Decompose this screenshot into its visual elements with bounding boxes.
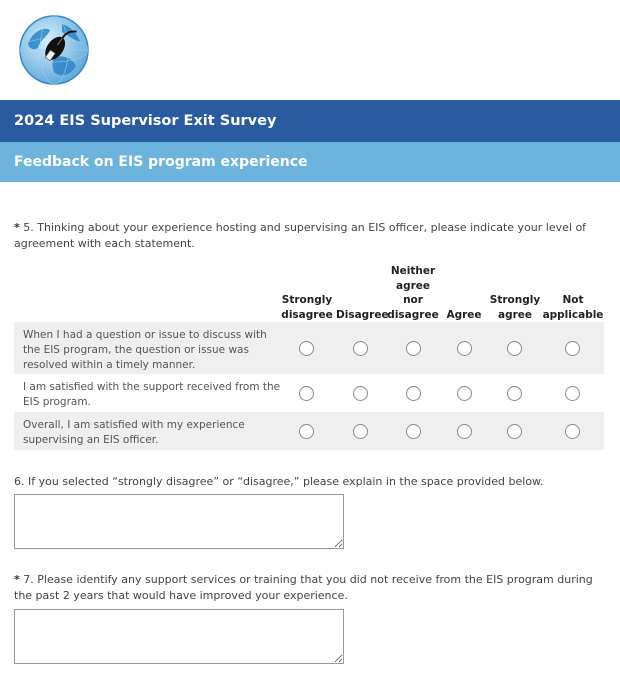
row-1-label: When I had a question or issue to discuss with the EIS program, the question or issue was resolved within a timely manner. [23,329,267,371]
radio-row1-strongly-disagree[interactable] [299,341,314,356]
matrix-row-1 [14,322,604,374]
required-mark: * [14,573,20,586]
radio-row1-disagree[interactable] [353,341,368,356]
question-6-textarea[interactable] [14,494,344,549]
radio-row1-not-applicable[interactable] [565,341,580,356]
radio-row2-strongly-disagree[interactable] [299,386,314,401]
radio-row3-agree[interactable] [457,424,472,439]
section-title: Feedback on EIS program experience [0,142,620,182]
radio-row2-not-applicable[interactable] [565,386,580,401]
row-3-label: Overall, I am satisfied with my experience supervising an EIS officer. [23,419,245,446]
required-mark: * [14,221,20,234]
row-2-label: I am satisfied with the support received from the EIS program. [23,381,281,408]
radio-row3-strongly-agree[interactable] [507,424,522,439]
radio-row2-disagree[interactable] [353,386,368,401]
column-neither: Neither agree nor disagree [387,265,439,321]
radio-row1-neither[interactable] [406,341,421,356]
radio-row2-neither[interactable] [406,386,421,401]
column-not-applicable: Not applicable [542,294,604,321]
matrix-row-2 [14,374,604,412]
radio-row2-agree[interactable] [457,386,472,401]
column-agree: Agree [446,308,482,321]
eis-logo [18,14,90,86]
matrix-column-headers [14,258,604,322]
radio-row3-strongly-disagree[interactable] [299,424,314,439]
question-5-label: 5. Thinking about your experience hosting and supervising an EIS officer, please indicate your level of agreement with each statement. [14,221,587,250]
radio-row2-strongly-agree[interactable] [507,386,522,401]
question-5-text [14,220,606,252]
radio-row3-disagree[interactable] [353,424,368,439]
column-strongly-disagree: Strongly disagree [281,294,333,321]
globe-with-mouse-icon [18,14,90,86]
survey-title: 2024 EIS Supervisor Exit Survey [0,100,620,142]
question-7-label: 7. Please identify any support services or training that you did not receive from the EIS program during the past 2 years that would have improved your experience. [14,573,593,602]
radio-row1-strongly-agree[interactable] [507,341,522,356]
radio-row3-neither[interactable] [406,424,421,439]
column-strongly-agree: Strongly agree [489,294,541,321]
radio-row3-not-applicable[interactable] [565,424,580,439]
radio-row1-agree[interactable] [457,341,472,356]
matrix-row-3 [14,412,604,450]
column-disagree: Disagree [336,308,389,321]
question-6-label: 6. If you selected “strongly disagree” or “disagree,” please explain in the space provided below. [14,475,544,488]
question-7-text [14,572,606,604]
question-5-matrix [14,258,604,450]
question-7-textarea[interactable] [14,609,344,664]
